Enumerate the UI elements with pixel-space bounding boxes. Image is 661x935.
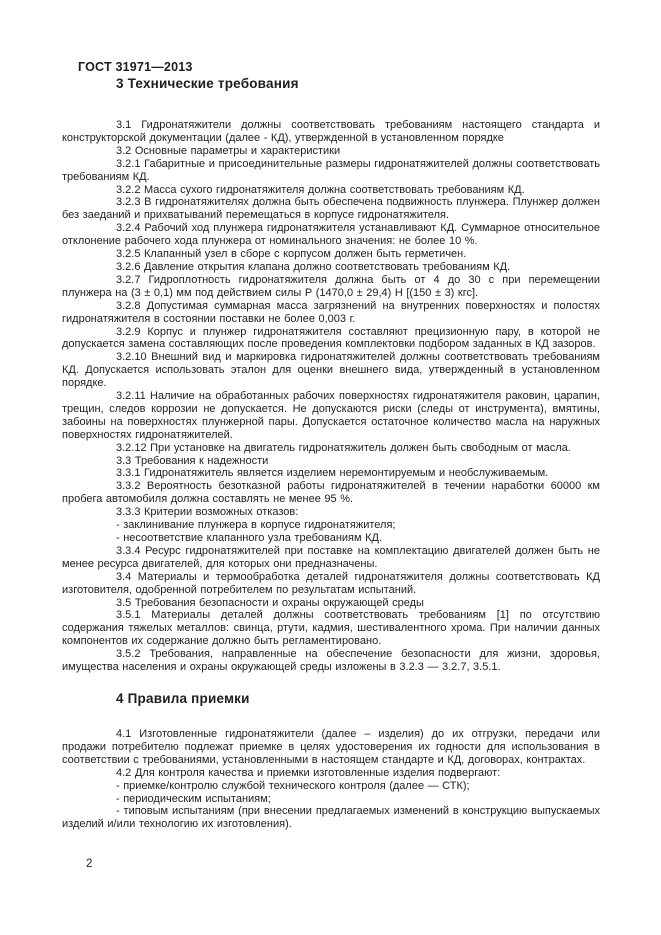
paragraph: 3.3.3 Критерии возможных отказов:	[116, 506, 299, 519]
section	[62, 76, 600, 674]
paragraph: 3.5 Требования безопасности и охраны окружающей среды	[116, 596, 424, 609]
paragraph: 3.2.3 В гидронатяжителях должна быть обеспечена подвижность плунжера. Плунжер должен без заеданий и прихватываний перемещаться в корпусе гидронатяжителя.	[62, 196, 600, 222]
paragraph: 3.3.2 Вероятность безотказной работы гидронатяжителей в течении наработки 60000 км пробега автомобиля должна составлять не менее 95 %.	[62, 480, 600, 506]
section-heading: 4 Правила приемки	[116, 690, 250, 706]
paragraph: 3.2.9 Корпус и плунжер гидронатяжителя составляют прецизионную пару, в которой не допускается замена составляющих после проведения комплектовки подбором заданных в КД зазоров.	[62, 325, 600, 351]
paragraph: 4.2 Для контроля качества и приемки изготовленные изделия подвергают:	[116, 766, 501, 779]
page-number: 2	[86, 858, 93, 870]
paragraph: - приемке/контролю службой технического контроля (далее — СТК);	[116, 779, 470, 792]
standard-designation: ГОСТ 31971—2013	[78, 60, 193, 74]
paragraph: - типовым испытаниям (при внесении предлагаемых изменений в конструкцию выпускаемых изделий и/или технологию их изготовления).	[62, 805, 600, 831]
section-heading: 3 Технические требования	[116, 76, 299, 91]
paragraph: - периодическим испытаниям;	[116, 792, 271, 805]
paragraph: 3.2.12 При установке на двигатель гидронатяжитель должен быть свободным от масла.	[116, 441, 571, 454]
paragraph: - заклинивание плунжера в корпусе гидронатяжителя;	[116, 519, 396, 532]
paragraph: 3.2.8 Допустимая суммарная масса загрязнений на внутренних поверхностях и полостях гидронатяжителя в состоянии поставки не более 0,003 г.	[62, 299, 600, 325]
paragraph: 4.1 Изготовленные гидронатяжители (далее – изделия) до их отгрузки, передачи или продажи потребителю подлежат приемке в целях удостоверения их годности для использования в соответствии с требованиями, установленными в настоящем стандарте и КД, договорах, контрактах.	[62, 727, 600, 766]
paragraph: 3.5.1 Материалы деталей должны соответствовать требованиям [1] по отсутствию содержания тяжелых металлов: свинца, ртути, кадмия, шестивалентного хрома. При наличии данных компонентов их содержание должно быть регламентировано.	[62, 609, 600, 648]
paragraph: 3.5.2 Требования, направленные на обеспечение безопасности для жизни, здоровья, имущества населения и охраны окружающей среды изложены в 3.2.3 — 3.2.7, 3.5.1.	[62, 648, 600, 674]
paragraph: 3.2 Основные параметры и характеристики	[116, 144, 341, 157]
paragraph: 3.2.7 Гидроплотность гидронатяжителя должна быть от 4 до 30 с при перемещении плунжера на (3 ± 0,1) мм под действием силы Р (1470,0 ± 29,4) Н [(150 ± 3) кгс].	[62, 273, 600, 299]
paragraph: 3.2.1 Габаритные и присоединительные размеры гидронатяжителей должны соответствовать требованиям КД.	[62, 157, 600, 183]
page-content	[62, 60, 600, 831]
paragraph: 3.3.4 Ресурс гидронатяжителей при поставке на комплектацию двигателей должен быть не менее ресурса двигателей, для которых они предназначены.	[62, 544, 600, 570]
paragraph: 3.2.2 Масса сухого гидронатяжителя должна соответствовать требованиям КД.	[116, 183, 525, 196]
paragraph: 3.2.11 Наличие на обработанных рабочих поверхностях гидронатяжителя раковин, царапин, трещин, следов коррозии не допускается. Не допускаются риски (следы от инструмента), вмятины, забоины на поверхностях плунжерной пары. Допускается остаточное количество масла на наружных поверхностях гидронатяжителей.	[62, 390, 600, 441]
paragraph: 3.2.5 Клапанный узел в сборе с корпусом должен быть герметичен.	[116, 248, 467, 261]
paragraph: 3.3 Требования к надежности	[116, 454, 269, 467]
paragraph: 3.3.1 Гидронатяжитель является изделием неремонтируемым и необслуживаемым.	[116, 467, 549, 480]
document-body	[62, 76, 600, 831]
paragraph: 3.2.6 Давление открытия клапана должно соответствовать требованиям КД.	[116, 260, 511, 273]
paragraph: 3.1 Гидронатяжители должны соответствовать требованиям настоящего стандарта и конструкторской документации (далее - КД), утвержденной в установленном порядке	[62, 119, 600, 144]
paragraph: 3.4 Материалы и термообработка деталей гидронатяжителя должны соответствовать КД изготовителя, одобренной потребителем по результатам испытаний.	[62, 570, 600, 596]
paragraph: - несоответствие клапанного узла требованиям КД.	[116, 532, 383, 544]
paragraph: 3.2.10 Внешний вид и маркировка гидронатяжителей должны соответствовать требованиям КД. Допускается использовать эталон для оценки внешнего вида, утвержденный в установленном порядке.	[62, 351, 600, 390]
section	[62, 691, 600, 831]
paragraph: 3.2.4 Рабочий ход плунжера гидронатяжителя устанавливают КД. Суммарное относительное отклонение рабочего хода плунжера от номинального значения: не более 10 %.	[62, 222, 600, 248]
